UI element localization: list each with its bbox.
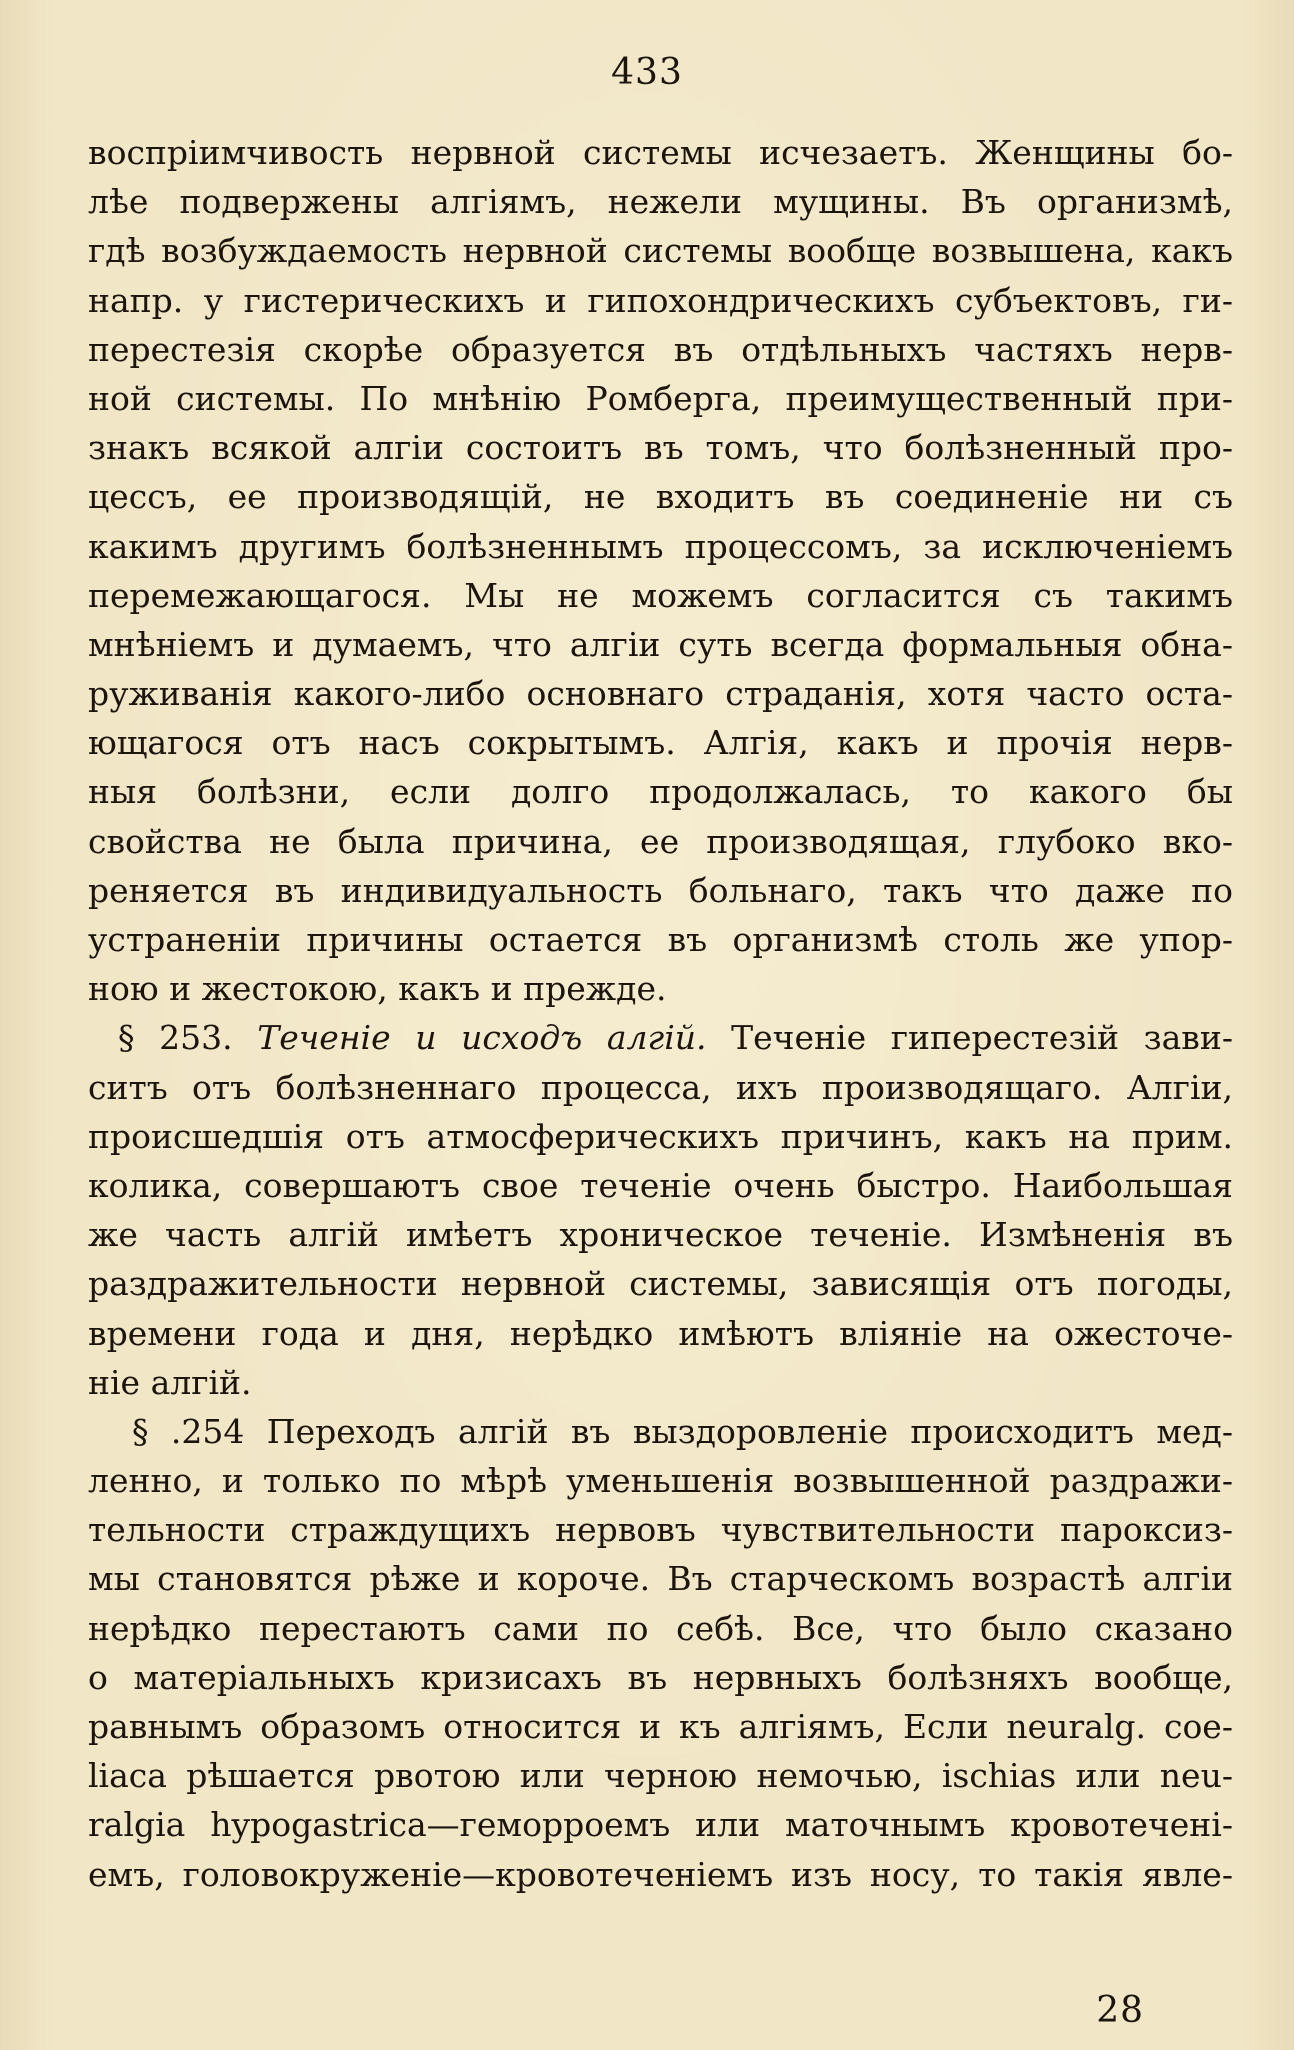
text-line: о матерiальныхъ кризисахъ въ нервныхъ болѣзняхъ вообще, bbox=[88, 1657, 1233, 1697]
section-253-heading: Теченiе и исходъ алгiй. bbox=[257, 1018, 707, 1058]
section-253-first-line bbox=[88, 1013, 1233, 1062]
text-line: знакъ всякой алгiи состоитъ въ томъ, что болѣзненный про- bbox=[88, 428, 1233, 468]
text-line: воспрiимчивость нервной системы исчезаетъ. Женщины бо- bbox=[88, 133, 1233, 172]
body-text bbox=[88, 128, 1233, 1899]
text-line: какимъ другимъ болѣзненнымъ процессомъ, за исключенiемъ bbox=[88, 526, 1233, 566]
text-line: реняется въ индивидуальность больнаго, такъ что даже по bbox=[88, 870, 1233, 910]
text-line: перемежающагося. Мы не можемъ согласится съ такимъ bbox=[88, 575, 1233, 615]
text-line: ной системы. По мнѣнiю Ромберга, преимущественный при- bbox=[88, 378, 1233, 418]
text-line: емъ, головокруженiе—кровотеченiемъ изъ носу, то такiя явле- bbox=[88, 1854, 1233, 1894]
text-line: цессъ, ее производящiй, не входитъ въ соединенiе ни съ bbox=[88, 477, 1233, 517]
text-line: же часть алгiй имѣетъ хроническое теченiе. Измѣненiя въ bbox=[88, 1215, 1233, 1255]
text-line: ralgia hypogastrica—геморроемъ или маточнымъ кровотеченi- bbox=[88, 1805, 1233, 1845]
text-line: руживанiя какого-либо основнаго страданiя, хотя часто оста- bbox=[88, 674, 1233, 714]
text-line: колика, совершаютъ свое теченiе очень быстро. Наибольшая bbox=[88, 1165, 1233, 1205]
text-line: ситъ отъ болѣзненнаго процесса, ихъ производящаго. Алгiи, bbox=[88, 1067, 1233, 1107]
text-line: нiе алгiй. bbox=[88, 1362, 252, 1402]
text-line: перестезiя скорѣе образуется въ отдѣльныхъ частяхъ нерв- bbox=[88, 329, 1233, 369]
text-line: ющагося отъ насъ сокрытымъ. Алгiя, какъ и прочiя нерв- bbox=[88, 723, 1233, 763]
section-254-first-line: § .254 Переходъ алгiй въ выздоровленiе происходитъ мед- bbox=[132, 1411, 1233, 1451]
section-253-number: § 253. bbox=[118, 1018, 233, 1058]
text-line: ныя болѣзни, если долго продолжалась, то какого бы bbox=[88, 772, 1233, 812]
text-line: напр. у гистерическихъ и гипохондрическихъ субъектовъ, ги- bbox=[88, 280, 1233, 320]
text-line: нерѣдко перестаютъ сами по себѣ. Все, что было сказано bbox=[88, 1608, 1233, 1648]
page-number: 433 bbox=[611, 52, 683, 93]
text-line: устраненiи причины остается въ организмѣ столь же упор- bbox=[88, 920, 1233, 959]
text-line: liaca рѣшается рвотою или черною немочью, ischias или neu- bbox=[88, 1756, 1233, 1796]
text-line: мнѣнiемъ и думаемъ, что алгiи суть всегда формальныя обна- bbox=[88, 624, 1233, 664]
text-line: равнымъ образомъ относится и къ алгiямъ, Если neuralg. coe- bbox=[88, 1707, 1233, 1746]
section-253-first-line-text: Теченiе гиперестезiй зави- bbox=[731, 1018, 1233, 1058]
text-line: раздражительности нервной системы, зависящiя отъ погоды, bbox=[88, 1264, 1233, 1304]
text-line: времени года и дня, нерѣдко имѣютъ влiянiе на ожесточе- bbox=[88, 1313, 1233, 1353]
signature-mark: 28 bbox=[1096, 1990, 1144, 2031]
text-line: ленно, и только по мѣрѣ уменьшенiя возвышенной раздражи- bbox=[88, 1461, 1233, 1501]
text-line: гдѣ возбуждаемость нервной системы вообще возвышена, какъ bbox=[88, 231, 1233, 271]
text-line: лѣе подвержены алгiямъ, нежели мущины. Въ организмѣ, bbox=[88, 182, 1233, 222]
text-line: происшедшiя отъ атмосферическихъ причинъ, какъ на прим. bbox=[88, 1116, 1233, 1156]
text-line: ною и жестокою, какъ и прежде. bbox=[88, 969, 667, 1009]
text-line: мы становятся рѣже и короче. Въ старческомъ возрастѣ алгiи bbox=[88, 1559, 1233, 1599]
text-line: тельности страждущихъ нервовъ чувствительности пароксиз- bbox=[88, 1510, 1233, 1550]
text-line: свойства не была причина, ее производящая, глубоко вко- bbox=[88, 821, 1233, 861]
